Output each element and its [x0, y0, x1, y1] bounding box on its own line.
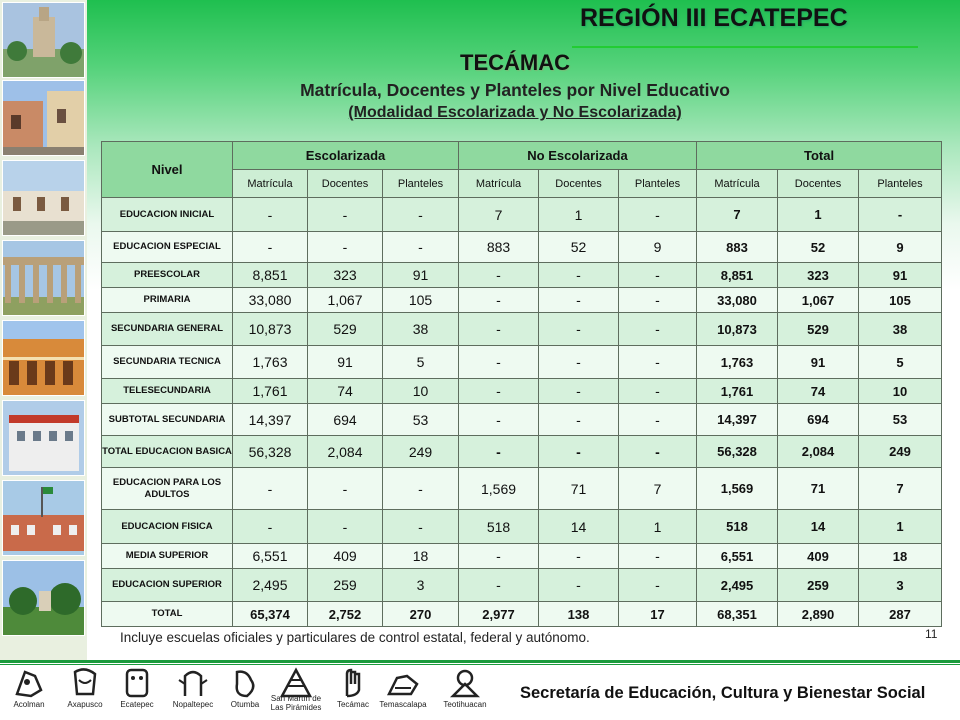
noesc-cell: - — [539, 544, 619, 569]
tot-cell: 38 — [859, 313, 942, 346]
pyramid-municipality — [266, 666, 326, 712]
esc-cell: 529 — [308, 313, 383, 346]
nivel-cell: EDUCACION SUPERIOR — [102, 569, 233, 602]
esc-cell: 2,084 — [308, 436, 383, 468]
subcol-matricula: Matrícula — [233, 170, 308, 198]
noesc-cell: 14 — [539, 510, 619, 544]
group-header-escolarizada: Escolarizada — [233, 142, 459, 170]
esc-cell: 10 — [383, 379, 459, 404]
nivel-cell: SUBTOTAL SECUNDARIA — [102, 404, 233, 436]
esc-cell: - — [233, 510, 308, 544]
subcol-docentes: Docentes — [778, 170, 859, 198]
subcol-planteles: Planteles — [859, 170, 942, 198]
esc-cell: - — [383, 468, 459, 510]
noesc-cell: - — [459, 436, 539, 468]
noesc-cell: - — [459, 263, 539, 288]
subcol-matricula: Matrícula — [697, 170, 778, 198]
tot-cell: 323 — [778, 263, 859, 288]
esc-cell: 249 — [383, 436, 459, 468]
tot-cell: 6,551 — [697, 544, 778, 569]
tot-cell: 2,890 — [778, 602, 859, 627]
esc-cell: 14,397 — [233, 404, 308, 436]
esc-cell: 259 — [308, 569, 383, 602]
subcol-matricula: Matrícula — [459, 170, 539, 198]
noesc-cell: - — [619, 544, 697, 569]
table-row — [102, 346, 942, 379]
tot-cell: 71 — [778, 468, 859, 510]
esc-cell: 1,763 — [233, 346, 308, 379]
esc-cell: - — [233, 232, 308, 263]
noesc-cell: - — [619, 288, 697, 313]
noesc-cell: 7 — [619, 468, 697, 510]
nivel-cell: EDUCACION PARA LOS ADULTOS — [102, 468, 233, 510]
table-row — [102, 602, 942, 627]
subcol-docentes: Docentes — [308, 170, 383, 198]
noesc-cell: - — [539, 404, 619, 436]
esc-cell: - — [233, 198, 308, 232]
teotihuacan-glyph-icon — [447, 666, 483, 700]
tot-cell: 518 — [697, 510, 778, 544]
noesc-cell: - — [619, 404, 697, 436]
municipality-label: Axapusco — [67, 700, 103, 709]
nopaltepec-glyph-icon — [175, 666, 211, 700]
esc-cell: - — [383, 232, 459, 263]
nivel-header: Nivel — [102, 142, 233, 198]
tot-cell: 883 — [697, 232, 778, 263]
noesc-cell: - — [619, 263, 697, 288]
noesc-cell: - — [539, 379, 619, 404]
table-row — [102, 313, 942, 346]
tot-cell: 8,851 — [697, 263, 778, 288]
footer-divider-thin — [0, 664, 960, 665]
temascalapa-glyph-icon — [385, 666, 421, 700]
tot-cell: 1,761 — [697, 379, 778, 404]
noesc-cell: 9 — [619, 232, 697, 263]
noesc-cell: - — [619, 436, 697, 468]
noesc-cell: 71 — [539, 468, 619, 510]
esc-cell: - — [308, 232, 383, 263]
tot-cell: 68,351 — [697, 602, 778, 627]
esc-cell: 65,374 — [233, 602, 308, 627]
footer-title: Secretaría de Educación, Cultura y Bienestar Social — [520, 684, 926, 702]
noesc-cell: - — [539, 569, 619, 602]
esc-cell: 694 — [308, 404, 383, 436]
noesc-cell: - — [459, 288, 539, 313]
table-row — [102, 510, 942, 544]
acolman-municipality — [4, 666, 54, 709]
noesc-cell: 17 — [619, 602, 697, 627]
noesc-cell: 52 — [539, 232, 619, 263]
noesc-cell: 1,569 — [459, 468, 539, 510]
tot-cell: 409 — [778, 544, 859, 569]
table-row — [102, 232, 942, 263]
nivel-cell: SECUNDARIA TECNICA — [102, 346, 233, 379]
esc-cell: 1,067 — [308, 288, 383, 313]
subcol-planteles: Planteles — [619, 170, 697, 198]
nivel-cell: TOTAL — [102, 602, 233, 627]
noesc-cell: - — [459, 569, 539, 602]
tecamac-municipality — [328, 666, 378, 709]
tot-cell: 694 — [778, 404, 859, 436]
esc-cell: - — [233, 468, 308, 510]
municipality-label: Nopaltepec — [172, 700, 214, 709]
title-underline — [572, 46, 918, 48]
axapusco-glyph-icon — [67, 666, 103, 700]
noesc-cell: 2,977 — [459, 602, 539, 627]
subcol-docentes: Docentes — [539, 170, 619, 198]
esc-cell: 3 — [383, 569, 459, 602]
table-body — [102, 198, 942, 627]
ecatepec-municipality — [112, 666, 162, 709]
tot-cell: 1 — [778, 198, 859, 232]
esc-cell: - — [308, 468, 383, 510]
noesc-cell: - — [539, 436, 619, 468]
noesc-cell: - — [459, 313, 539, 346]
esc-cell: 74 — [308, 379, 383, 404]
tot-cell: 56,328 — [697, 436, 778, 468]
noesc-cell: 518 — [459, 510, 539, 544]
nivel-cell: EDUCACION INICIAL — [102, 198, 233, 232]
tot-cell: 91 — [778, 346, 859, 379]
tot-cell: 7 — [697, 198, 778, 232]
photo-plaza — [2, 160, 85, 236]
noesc-cell: - — [459, 404, 539, 436]
table-subtitle-modality: (Modalidad Escolarizada y No Escolarizada) — [348, 104, 682, 121]
esc-cell: - — [383, 510, 459, 544]
noesc-cell: - — [539, 346, 619, 379]
esc-cell: 409 — [308, 544, 383, 569]
tot-cell: 74 — [778, 379, 859, 404]
photo-aqueduct — [2, 240, 85, 316]
esc-cell: - — [383, 198, 459, 232]
noesc-cell: - — [619, 569, 697, 602]
table-row — [102, 569, 942, 602]
tot-cell: 1 — [859, 510, 942, 544]
tot-cell: 10 — [859, 379, 942, 404]
esc-cell: 18 — [383, 544, 459, 569]
table-row — [102, 379, 942, 404]
tot-cell: 1,763 — [697, 346, 778, 379]
nivel-cell: PREESCOLAR — [102, 263, 233, 288]
noesc-cell: 1 — [539, 198, 619, 232]
tot-cell: 287 — [859, 602, 942, 627]
subcol-planteles: Planteles — [383, 170, 459, 198]
noesc-cell: 883 — [459, 232, 539, 263]
tot-cell: 105 — [859, 288, 942, 313]
temascalapa-municipality — [378, 666, 428, 709]
table-row — [102, 198, 942, 232]
municipality-title: TECÁMAC — [460, 50, 570, 75]
group-header-total: Total — [697, 142, 942, 170]
esc-cell: 8,851 — [233, 263, 308, 288]
photo-building — [2, 400, 85, 476]
esc-cell: 1,761 — [233, 379, 308, 404]
nivel-cell: EDUCACION ESPECIAL — [102, 232, 233, 263]
nivel-cell: EDUCACION FISICA — [102, 510, 233, 544]
tot-cell: 1,067 — [778, 288, 859, 313]
noesc-cell: - — [619, 346, 697, 379]
municipality-label: Otumba — [230, 700, 260, 709]
esc-cell: 10,873 — [233, 313, 308, 346]
noesc-cell: - — [539, 313, 619, 346]
tot-cell: 1,569 — [697, 468, 778, 510]
teotihuacan-municipality — [440, 666, 490, 709]
tot-cell: - — [859, 198, 942, 232]
tot-cell: 259 — [778, 569, 859, 602]
nivel-cell: PRIMARIA — [102, 288, 233, 313]
noesc-cell: - — [459, 346, 539, 379]
esc-cell: 323 — [308, 263, 383, 288]
tot-cell: 52 — [778, 232, 859, 263]
tot-cell: 5 — [859, 346, 942, 379]
tot-cell: 10,873 — [697, 313, 778, 346]
tot-cell: 33,080 — [697, 288, 778, 313]
footer-divider — [0, 660, 960, 663]
noesc-cell: - — [539, 263, 619, 288]
tot-cell: 14,397 — [697, 404, 778, 436]
acolman-glyph-icon — [11, 666, 47, 700]
noesc-cell: - — [619, 198, 697, 232]
education-table — [101, 141, 942, 627]
table-subtitle: Matrícula, Docentes y Planteles por Nivel Educativo — [300, 80, 730, 100]
tot-cell: 18 — [859, 544, 942, 569]
page-number: 11 — [925, 627, 938, 641]
tot-cell: 2,495 — [697, 569, 778, 602]
tot-cell: 53 — [859, 404, 942, 436]
tot-cell: 3 — [859, 569, 942, 602]
municipality-label: Temascalapa — [379, 700, 427, 709]
esc-cell: 33,080 — [233, 288, 308, 313]
esc-cell: 91 — [383, 263, 459, 288]
photo-park — [2, 560, 85, 636]
noesc-cell: - — [459, 379, 539, 404]
tot-cell: 249 — [859, 436, 942, 468]
esc-cell: - — [308, 510, 383, 544]
esc-cell: - — [308, 198, 383, 232]
esc-cell: 2,752 — [308, 602, 383, 627]
table-row — [102, 468, 942, 510]
esc-cell: 53 — [383, 404, 459, 436]
nivel-cell: TOTAL EDUCACION BASICA — [102, 436, 233, 468]
axapusco-municipality — [60, 666, 110, 709]
tot-cell: 2,084 — [778, 436, 859, 468]
ecatepec-glyph-icon — [119, 666, 155, 700]
esc-cell: 270 — [383, 602, 459, 627]
tot-cell: 529 — [778, 313, 859, 346]
municipality-label: Teotihuacan — [443, 700, 487, 709]
footnote: Incluye escuelas oficiales y particulares de control estatal, federal y autónomo. — [120, 630, 590, 645]
photo-arcade — [2, 320, 85, 396]
esc-cell: 38 — [383, 313, 459, 346]
municipality-label: Tecámac — [336, 700, 369, 709]
table-row — [102, 404, 942, 436]
noesc-cell: - — [619, 379, 697, 404]
group-header-no-escolarizada: No Escolarizada — [459, 142, 697, 170]
nivel-cell: SECUNDARIA GENERAL — [102, 313, 233, 346]
municipality-label: Ecatepec — [120, 700, 154, 709]
nopaltepec-municipality — [168, 666, 218, 709]
esc-cell: 6,551 — [233, 544, 308, 569]
esc-cell: 56,328 — [233, 436, 308, 468]
esc-cell: 105 — [383, 288, 459, 313]
noesc-cell: - — [539, 288, 619, 313]
region-title: REGIÓN III ECATEPEC — [580, 4, 848, 32]
tot-cell: 7 — [859, 468, 942, 510]
tot-cell: 91 — [859, 263, 942, 288]
table-row — [102, 544, 942, 569]
tot-cell: 9 — [859, 232, 942, 263]
municipality-label: Acolman — [13, 700, 45, 709]
footer — [0, 660, 960, 720]
otumba-glyph-icon — [227, 666, 263, 700]
noesc-cell: 7 — [459, 198, 539, 232]
table-row — [102, 288, 942, 313]
noesc-cell: - — [619, 313, 697, 346]
table-row — [102, 263, 942, 288]
otumba-municipality — [220, 666, 270, 709]
photo-palace — [2, 480, 85, 556]
noesc-cell: 138 — [539, 602, 619, 627]
table-row — [102, 436, 942, 468]
tot-cell: 14 — [778, 510, 859, 544]
esc-cell: 5 — [383, 346, 459, 379]
nivel-cell: MEDIA SUPERIOR — [102, 544, 233, 569]
municipality-label: San Martín de Las Pirámides — [270, 694, 322, 712]
esc-cell: 2,495 — [233, 569, 308, 602]
noesc-cell: 1 — [619, 510, 697, 544]
esc-cell: 91 — [308, 346, 383, 379]
nivel-cell: TELESECUNDARIA — [102, 379, 233, 404]
tecamac-glyph-icon — [335, 666, 371, 700]
noesc-cell: - — [459, 544, 539, 569]
